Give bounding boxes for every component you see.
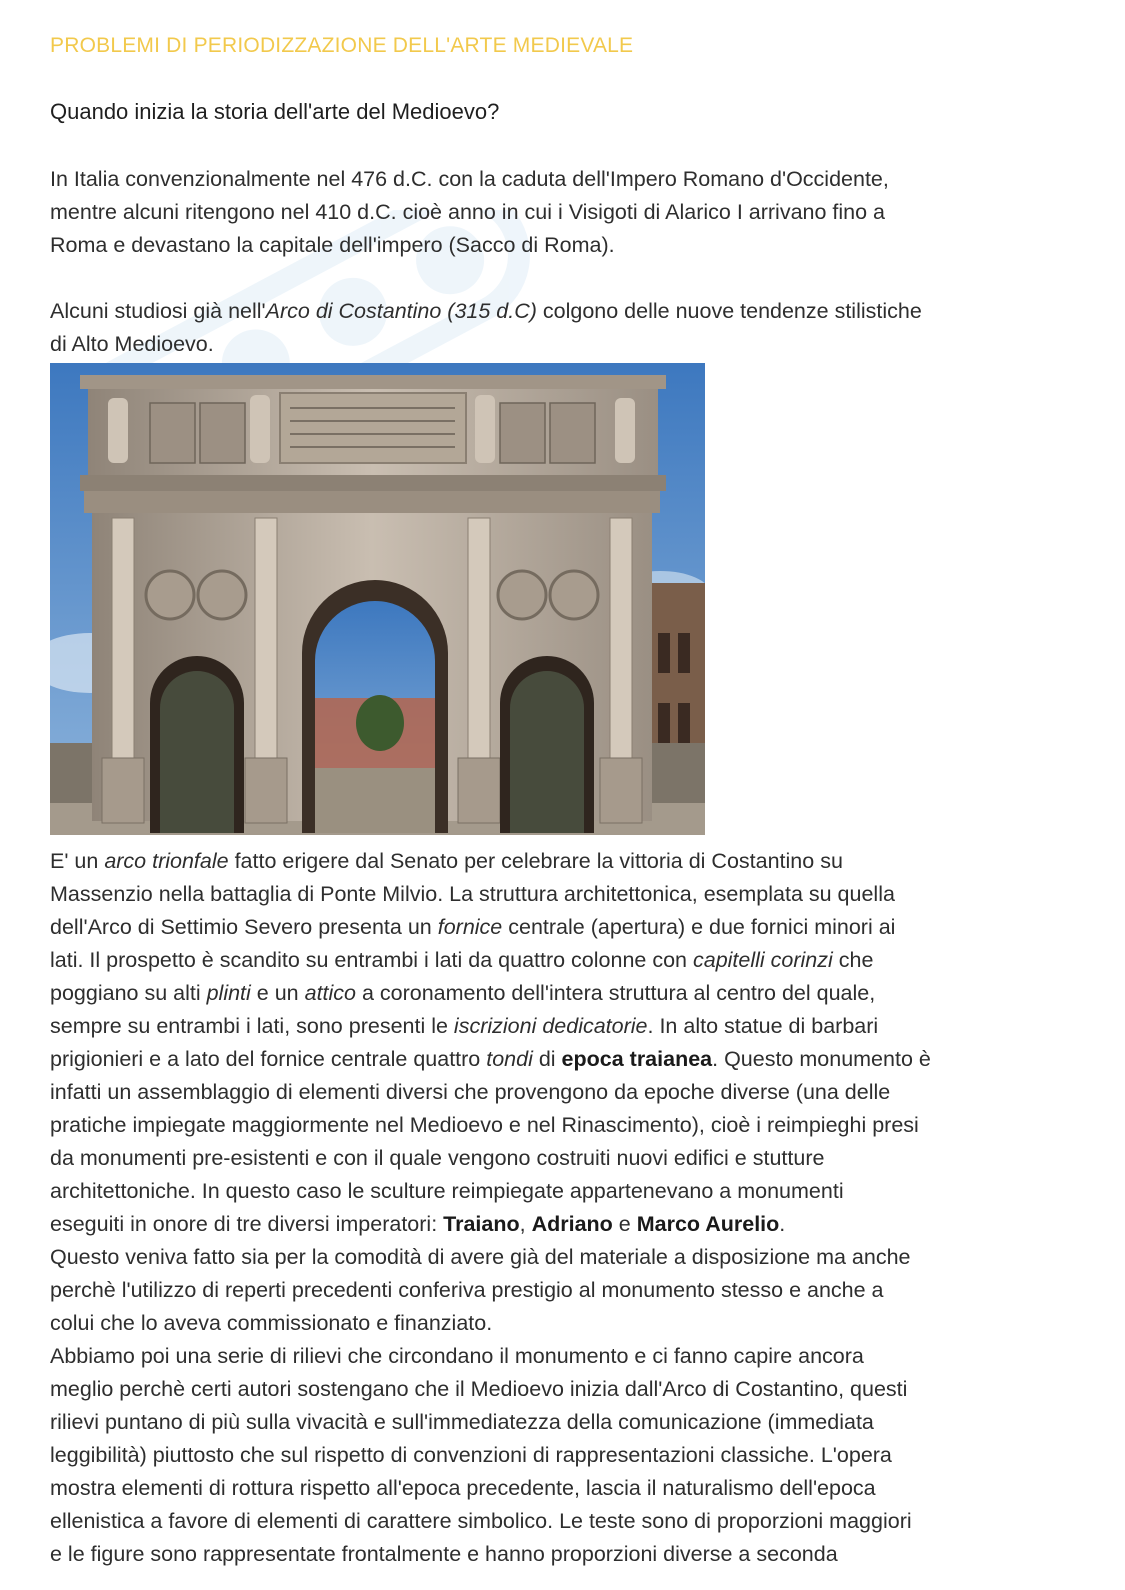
text-run: poggiano su alti: [50, 981, 207, 1005]
italic-term: capitelli corinzi: [692, 948, 833, 972]
text-line: rilievi puntano di più sulla vivacità e sull'immediatezza della comunicazione (immediata: [50, 1410, 874, 1434]
text-line: [50, 944, 1065, 977]
italic-term: plinti: [206, 981, 251, 1005]
text-line: Questo veniva fatto sia per la comodità di avere già del materiale a disposizione ma anche: [50, 1245, 911, 1269]
italic-term: tondi: [486, 1047, 533, 1071]
text-line: perchè l'utilizzo di reperti precedenti conferiva prestigio al monumento stesso e anche a: [50, 1278, 884, 1302]
bold-term: epoca traianea: [561, 1047, 713, 1071]
text-line: Massenzio nella battaglia di Ponte Milvio. La struttura architettonica, esemplata su quella: [50, 882, 895, 906]
paragraph-intro: [50, 163, 1065, 262]
paragraph-arco: [50, 295, 1065, 361]
text-line: [50, 1043, 1065, 1076]
text-line: [50, 1010, 1065, 1043]
italic-term: arco trionfale: [104, 849, 229, 873]
text-run: centrale (apertura) e due fornici minori ai: [502, 915, 896, 939]
document-title: PROBLEMI DI PERIODIZZAZIONE DELL'ARTE MEDIEVALE: [50, 34, 634, 57]
text-run: eseguiti in onore di tre diversi imperatori:: [50, 1212, 444, 1236]
paragraph-description: [50, 845, 1065, 1571]
text-run: dell'Arco di Settimio Severo presenta un: [50, 915, 438, 939]
text-run: prigionieri e a lato del fornice centrale quattro: [50, 1047, 487, 1071]
text-run: che: [832, 948, 874, 972]
text-run: fatto erigere dal Senato per celebrare la vittoria di Costantino su: [228, 849, 843, 873]
text-line: architettoniche. In questo caso le sculture reimpiegate appartenevano a monumenti: [50, 1179, 844, 1203]
text-line: Abbiamo poi una serie di rilievi che circondano il monumento e ci fanno capire ancora: [50, 1344, 864, 1368]
text-line: [50, 1208, 1065, 1241]
italic-term: Arco di Costantino (315 d.C): [265, 299, 537, 323]
italic-term: fornice: [437, 915, 503, 939]
text-run: lati. Il prospetto è scandito su entrambi i lati da quattro colonne con: [50, 948, 693, 972]
text-line: In Italia convenzionalmente nel 476 d.C. con la caduta dell'Impero Romano d'Occidente,: [50, 167, 889, 191]
text-line: colui che lo aveva commissionato e finanziato.: [50, 1311, 493, 1335]
text-line: e le figure sono rappresentate frontalmente e hanno proporzioni diverse a seconda: [50, 1542, 838, 1566]
text-line: da monumenti pre-esistenti e con il quale vengono costruiti nuovi edifici e stutture: [50, 1146, 825, 1170]
text-run: a coronamento dell'intera struttura al centro del quale,: [356, 981, 876, 1005]
italic-term: iscrizioni dedicatorie: [453, 1014, 648, 1038]
section-question: Quando inizia la storia dell'arte del Medioevo?: [50, 99, 500, 124]
arch-of-constantine-photo: [50, 363, 705, 835]
text-line: [50, 845, 1065, 878]
text-run: colgono delle nuove tendenze stilistiche: [536, 299, 922, 323]
text-line: infatti un assemblaggio di elementi diversi che provengono da epoche diverse (una delle: [50, 1080, 891, 1104]
text-run: . In alto statue di barbari: [647, 1014, 879, 1038]
text-line: ellenistica a favore di elementi di carattere simbolico. Le teste sono di proporzioni maggiori: [50, 1509, 912, 1533]
text-run: E' un: [50, 849, 105, 873]
text-run: Alcuni studiosi già nell': [50, 299, 266, 323]
text-run: di: [532, 1047, 562, 1071]
text-line: meglio perchè certi autori sostengano che il Medioevo inizia dall'Arco di Costantino, questi: [50, 1377, 908, 1401]
bold-term: Marco Aurelio: [636, 1212, 780, 1236]
text-line: mostra elementi di rottura rispetto all'epoca precedente, lascia il naturalismo dell'epoca: [50, 1476, 876, 1500]
text-run: . Questo monumento è: [712, 1047, 931, 1071]
text-run: ,: [519, 1212, 532, 1236]
text-run: sempre su entrambi i lati, sono presenti le: [50, 1014, 454, 1038]
italic-term: attico: [304, 981, 356, 1005]
text-line: leggibilità) piuttosto che sul rispetto di convenzioni di rappresentazioni classiche. L'opera: [50, 1443, 892, 1467]
arch-illustration: [50, 363, 705, 835]
text-line: di Alto Medioevo.: [50, 332, 214, 356]
text-line: mentre alcuni ritengono nel 410 d.C. cioè anno in cui i Visigoti di Alarico I arrivano fino a: [50, 200, 886, 224]
text-line: Roma e devastano la capitale dell'impero (Sacco di Roma).: [50, 233, 615, 257]
bold-term: Traiano: [443, 1212, 520, 1236]
text-line: [50, 911, 1065, 944]
bold-term: Adriano: [531, 1212, 613, 1236]
text-run: e: [612, 1212, 637, 1236]
text-run: .: [779, 1212, 786, 1236]
text-line: pratiche impiegate maggiormente nel Medioevo e nel Rinascimento), cioè i reimpieghi presi: [50, 1113, 919, 1137]
text-line: [50, 295, 1065, 328]
text-line: [50, 977, 1065, 1010]
text-run: e un: [250, 981, 305, 1005]
